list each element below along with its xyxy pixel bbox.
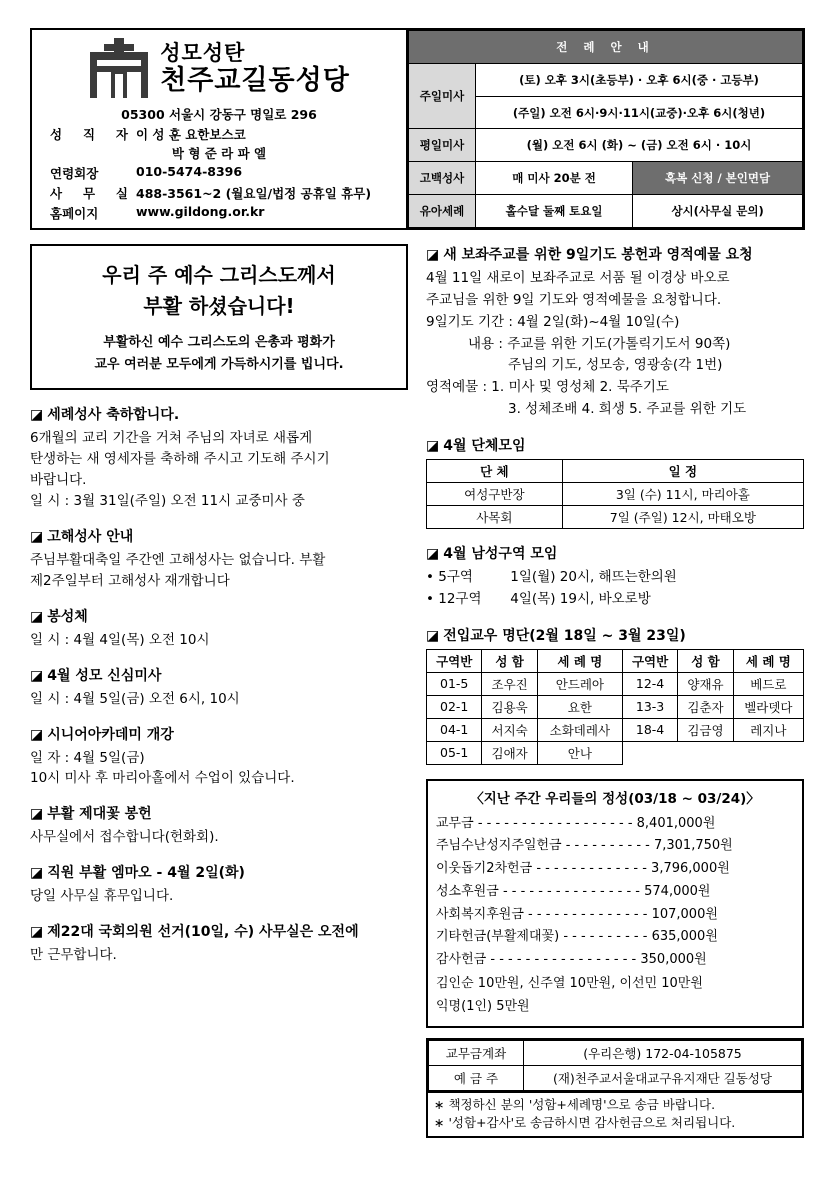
offering-row xyxy=(436,926,794,949)
table-row xyxy=(429,1065,802,1090)
transfer-r1-c4: 김춘자 xyxy=(678,695,733,718)
transfer-header-1: 성 함 xyxy=(482,649,537,672)
offering-label-3: 성소후원금 xyxy=(436,883,499,899)
council-row xyxy=(38,164,400,182)
offering-dots-5: - - - - - - - - - - xyxy=(563,929,648,945)
account-label-2: 예 금 주 xyxy=(429,1065,524,1090)
council-value: 010-5474-8396 xyxy=(136,164,243,179)
office-value: 488-3561~2 (월요일/법정 공휴일 휴무) xyxy=(136,186,372,201)
table-row xyxy=(429,1040,802,1065)
group-row-0-sched: 3일 (수) 11시, 마리아홀 xyxy=(562,483,803,506)
notice-staff-emmaus-title xyxy=(30,862,408,882)
easter-sub2: 교우 여러분 모두에게 가득하시기를 빕니다. xyxy=(94,357,344,373)
april-group-meetings xyxy=(426,435,804,529)
church-name xyxy=(160,42,350,96)
header xyxy=(30,28,805,230)
sunday-mass-label: 주일미사 xyxy=(409,63,476,129)
offering-dots-0: - - - - - - - - - - - - - - - - - - xyxy=(477,815,633,831)
weekday-mass-value: (월) 오전 6시 (화) ~ (금) 오전 6시 · 10시 xyxy=(476,129,803,162)
notice-marian-mass-title-text: 4월 성모 신심미사 xyxy=(47,667,162,684)
table-row xyxy=(427,695,804,718)
weekly-offering-box xyxy=(426,779,804,1028)
notice-communion-title-text: 봉성체 xyxy=(47,608,88,625)
transfer-r2-c4: 김금영 xyxy=(678,718,733,741)
notice-baptism-l3: 바랍니다. xyxy=(30,472,87,489)
notice-baptism-title-text: 세례성사 축하합니다. xyxy=(47,407,180,424)
bullet-square-icon: ◪ xyxy=(426,438,440,455)
transfer-r3-c1: 김애자 xyxy=(482,741,537,764)
table-row xyxy=(427,483,804,506)
homepage-row[interactable] xyxy=(38,204,400,222)
schedule-title: 전 례 안 내 xyxy=(409,31,803,64)
group-row-0-name: 여성구반장 xyxy=(427,483,563,506)
notice-confession-title xyxy=(30,526,408,546)
notice-election-l1: 만 근무합니다. xyxy=(30,947,117,964)
notice-communion-l1: 일 시 : 4월 4일(목) 오전 10시 xyxy=(30,631,210,648)
bullet-square-icon: ◪ xyxy=(426,247,440,263)
transfer-header-4: 성 함 xyxy=(678,649,733,672)
notice-bishop-prayer-title-text: 새 보좌주교를 위한 9일기도 봉헌과 영적예물 요청 xyxy=(443,247,753,263)
notice-bishop-prayer xyxy=(426,244,804,421)
offering-row xyxy=(436,904,794,927)
bullet-square-icon: ◪ xyxy=(30,726,44,743)
notice-senior-academy-l1: 일 자 : 4월 5일(금) xyxy=(30,749,145,766)
table-row xyxy=(427,718,804,741)
offering-label-5: 기타헌금(부활제대꽃) xyxy=(436,929,560,945)
offering-amount-3: 574,000원 xyxy=(644,883,711,899)
logo-row xyxy=(38,38,400,100)
notice-election xyxy=(30,921,408,966)
offering-label-6: 감사헌금 xyxy=(436,952,487,968)
notice-confession-l1: 주님부활대축일 주간엔 고해성사는 없습니다. 부활 xyxy=(30,551,326,568)
notice-marian-mass-l1: 일 시 : 4월 5일(금) 오전 6시, 10시 xyxy=(30,690,240,707)
offering-donors-2: 익명(1인) 5만원 xyxy=(436,998,530,1014)
offering-row xyxy=(436,858,794,881)
notice-confession-l2: 제2주일부터 고해성사 재개합니다 xyxy=(30,572,230,589)
transfer-title xyxy=(426,625,804,645)
notice-election-title xyxy=(30,921,408,941)
notice-staff-emmaus-title-text: 직원 부활 엠마오 - 4월 2일(화) xyxy=(47,865,245,882)
notice-confession xyxy=(30,526,408,592)
confession-value: 매 미사 20분 전 xyxy=(476,162,633,195)
offering-dots-2: - - - - - - - - - - - - - xyxy=(536,861,647,877)
men-row-1 xyxy=(426,589,804,611)
notice-easter-flowers-l1: 사무실에서 접수합니다(헌화회). xyxy=(30,829,219,846)
offering-amount-1: 7,301,750원 xyxy=(653,838,733,854)
bullet-square-icon: ◪ xyxy=(30,667,44,684)
transfer-r1-c2: 요한 xyxy=(537,695,622,718)
clergy-row-1 xyxy=(38,125,400,143)
notice-bishop-prayer-title xyxy=(426,244,804,264)
bullet-square-icon: ◪ xyxy=(426,546,440,563)
group-col-header-1: 일 정 xyxy=(562,460,803,483)
offering-amount-2: 3,796,000원 xyxy=(651,861,730,877)
clergy-label-1: 성 직 자 xyxy=(50,127,128,142)
weekday-mass-label: 평일미사 xyxy=(409,129,476,162)
account-box xyxy=(426,1038,804,1093)
april-men-meetings xyxy=(426,543,804,611)
transfer-header-5: 세 례 명 xyxy=(733,649,803,672)
baptism-extra: 상시(사무실 문의) xyxy=(633,195,803,228)
liturgy-schedule-table xyxy=(408,30,803,228)
church-name-line1: 성모성탄 xyxy=(160,40,246,65)
transfer-header-0: 구역반 xyxy=(427,649,482,672)
left-column xyxy=(30,232,408,1138)
bishop-prayer-l1: 4월 11일 새로이 보좌주교로 서품 될 이경상 바오로 xyxy=(426,270,730,286)
notice-communion xyxy=(30,606,408,651)
april-group-table xyxy=(426,459,804,529)
office-label: 사 무 실 xyxy=(50,186,128,201)
body-columns xyxy=(30,232,805,1138)
easter-line2: 부활 하셨습니다! xyxy=(143,294,295,318)
offering-amount-5: 635,000원 xyxy=(651,929,718,945)
notice-baptism-title xyxy=(30,404,408,424)
notice-baptism-l1: 6개월의 교리 기간을 거쳐 주님의 자녀로 새롭게 xyxy=(30,430,313,447)
account-table xyxy=(428,1040,802,1091)
account-note-2: ∗ '성함+감사'로 송금하시면 감사헌금으로 처리됩니다. xyxy=(434,1115,736,1131)
notice-communion-title xyxy=(30,606,408,626)
account-value-1: (우리은행) 172-04-105875 xyxy=(524,1040,802,1065)
offering-label-0: 교무금 xyxy=(436,815,474,831)
transfer-r0-c5: 베드로 xyxy=(733,672,803,695)
liturgy-schedule-box xyxy=(408,28,805,230)
transfer-r0-c0: 01-5 xyxy=(427,672,482,695)
clergy-value-1: 이 성 훈 요한보스코 xyxy=(136,127,246,142)
confession-label: 고백성사 xyxy=(409,162,476,195)
bishop-prayer-l2: 주교님을 위한 9일 기도와 영적예물을 요청합니다. xyxy=(426,291,722,308)
notice-senior-academy xyxy=(30,724,408,790)
transfer-r2-c3: 18-4 xyxy=(622,718,677,741)
offering-dots-4: - - - - - - - - - - - - - - xyxy=(528,906,648,922)
transfer-r1-c5: 벨라뎃다 xyxy=(733,695,803,718)
offering-row xyxy=(436,835,794,858)
offering-amount-6: 350,000원 xyxy=(640,952,707,968)
transfer-r2-c1: 서지숙 xyxy=(482,718,537,741)
bishop-prayer-l3: 9일기도 기간 : 4월 2일(화)~4월 10일(수) xyxy=(426,313,680,330)
notice-easter-flowers-title-text: 부활 제대꽃 봉헌 xyxy=(47,806,152,823)
account-notes xyxy=(426,1093,804,1139)
table-row xyxy=(427,741,804,764)
right-column xyxy=(426,232,804,1138)
bullet-square-icon: ◪ xyxy=(426,627,440,644)
transfer-r0-c2: 안드레아 xyxy=(537,672,622,695)
offering-label-2: 이웃돕기2차헌금 xyxy=(436,861,533,877)
bullet-square-icon: ◪ xyxy=(30,608,44,625)
office-row xyxy=(38,184,400,202)
confession-extra: 혹복 신청 / 본인면담 xyxy=(633,162,803,195)
offering-dots-3: - - - - - - - - - - - - - - - - xyxy=(502,883,640,899)
baptism-value: 홀수달 둘째 토요일 xyxy=(476,195,633,228)
transfer-r3-c2: 안나 xyxy=(537,741,622,764)
transfer-table xyxy=(426,649,804,765)
account-label-1: 교무금계좌 xyxy=(429,1040,524,1065)
notice-staff-emmaus-l1: 당일 사무실 휴무입니다. xyxy=(30,888,174,905)
bullet-square-icon: ◪ xyxy=(30,528,44,545)
offering-label-1: 주님수난성지주일헌금 xyxy=(436,838,562,854)
notice-senior-academy-title xyxy=(30,724,408,744)
group-row-1-name: 사목회 xyxy=(427,506,563,529)
table-row xyxy=(427,506,804,529)
transfer-r2-c5: 레지나 xyxy=(733,718,803,741)
offering-row xyxy=(436,813,794,836)
notice-staff-emmaus xyxy=(30,862,408,907)
offering-donors-1: 김인순 10만원, 신주열 10만원, 이선민 10만원 xyxy=(436,975,703,991)
group-col-header-0: 단 체 xyxy=(427,460,563,483)
offering-dots-1: - - - - - - - - - - xyxy=(565,838,650,854)
transfer-title-text: 전입교우 명단(2월 18일 ~ 3월 23일) xyxy=(443,627,686,644)
transfer-header-3: 구역반 xyxy=(622,649,677,672)
notice-senior-academy-l2: 10시 미사 후 마리아홀에서 수업이 있습니다. xyxy=(30,770,295,787)
offering-amount-0: 8,401,000원 xyxy=(636,815,716,831)
transfer-header-2: 세 례 명 xyxy=(537,649,622,672)
notice-marian-mass xyxy=(30,665,408,710)
bullet-square-icon: ◪ xyxy=(30,806,44,823)
table-row xyxy=(427,672,804,695)
notice-easter-flowers-title xyxy=(30,803,408,823)
men-row-0-value: 1일(월) 20시, 해뜨는한의원 xyxy=(510,569,677,586)
men-row-0 xyxy=(426,567,804,589)
offering-label-4: 사회복지후원금 xyxy=(436,906,524,922)
men-row-1-label: • 12구역 xyxy=(426,590,482,607)
notice-marian-mass-title xyxy=(30,665,408,685)
bishop-prayer-gift2: 3. 성체조배 4. 희생 5. 주교를 위한 기도 xyxy=(508,401,747,418)
april-men-title xyxy=(426,543,804,563)
bullet-square-icon: ◪ xyxy=(30,407,44,424)
easter-greeting-box xyxy=(30,244,408,390)
church-name-line2: 천주교길동성당 xyxy=(160,65,350,97)
transfer-members xyxy=(426,625,804,765)
church-address: 05300 서울시 강동구 명일로 296 xyxy=(121,107,317,122)
notice-easter-flowers xyxy=(30,803,408,848)
bishop-prayer-gift1: 영적예물 : 1. 미사 및 영성체 2. 묵주기도 xyxy=(426,379,669,396)
notice-election-title-text: 제22대 국회의원 선거(10일, 수) 사무실은 오전에 xyxy=(47,924,359,941)
account-value-2: (재)천주교서울대교구유지재단 길동성당 xyxy=(524,1065,802,1090)
offering-row xyxy=(436,949,794,972)
offering-row xyxy=(436,881,794,904)
bullet-square-icon: ◪ xyxy=(30,924,44,941)
transfer-r3-c0: 05-1 xyxy=(427,741,482,764)
cross-logo-icon xyxy=(88,38,150,100)
council-label: 연령회장 xyxy=(50,166,99,181)
notice-baptism-l2: 탄생하는 새 영세자를 축하해 주시고 기도해 주시기 xyxy=(30,451,330,468)
account-note-1: ∗ 책정하신 분의 '성함+세례명'으로 송금 바랍니다. xyxy=(434,1096,716,1112)
offering-title: 〈지난 주간 우리들의 정성(03/18 ~ 03/24)〉 xyxy=(470,790,760,807)
clergy-value-2: 박 형 준 라 파 엘 xyxy=(171,146,267,161)
transfer-r1-c0: 02-1 xyxy=(427,695,482,718)
transfer-r1-c3: 13-3 xyxy=(622,695,677,718)
homepage-label: 홈페이지 xyxy=(50,206,99,221)
offering-dots-6: - - - - - - - - - - - - - - - - - xyxy=(490,952,637,968)
group-row-1-sched: 7일 (주일) 12시, 마태오방 xyxy=(562,506,803,529)
april-men-title-text: 4월 남성구역 모임 xyxy=(443,546,558,563)
transfer-r0-c4: 양재유 xyxy=(678,672,733,695)
april-group-title xyxy=(426,435,804,455)
bishop-prayer-content1: 내용 : 주교를 위한 기도(가톨릭기도서 90쪽) xyxy=(468,335,731,352)
notice-senior-academy-title-text: 시니어아카데미 개강 xyxy=(47,726,174,743)
transfer-r0-c1: 조우진 xyxy=(482,672,537,695)
transfer-r2-c0: 04-1 xyxy=(427,718,482,741)
bullet-square-icon: ◪ xyxy=(30,865,44,882)
easter-sub1: 부활하신 예수 그리스도의 은총과 평화가 xyxy=(103,335,335,350)
men-row-1-value: 4일(목) 19시, 바오로방 xyxy=(510,590,651,607)
baptism-label: 유아세례 xyxy=(409,195,476,228)
transfer-r2-c2: 소화데레사 xyxy=(537,718,622,741)
april-group-title-text: 4월 단체모임 xyxy=(443,438,526,455)
sunday-mass-value-2: (주일) 오전 6시·9시·11시(교중)·오후 6시(청년) xyxy=(476,96,803,129)
notice-confession-title-text: 고해성사 안내 xyxy=(47,528,134,545)
transfer-r0-c3: 12-4 xyxy=(622,672,677,695)
bishop-prayer-content2: 주님의 기도, 성모송, 영광송(각 1번) xyxy=(508,357,723,374)
men-row-0-label: • 5구역 xyxy=(426,569,473,586)
transfer-r1-c1: 김용욱 xyxy=(482,695,537,718)
notice-baptism xyxy=(30,404,408,512)
homepage-value[interactable]: www.gildong.or.kr xyxy=(136,204,265,219)
sunday-mass-value-1: (토) 오후 3시(초등부) · 오후 6시(중 · 고등부) xyxy=(476,63,803,96)
easter-line1: 우리 주 예수 그리스도께서 xyxy=(102,263,336,287)
church-info-box xyxy=(30,28,408,230)
notice-baptism-l4: 일 시 : 3월 31일(주일) 오전 11시 교중미사 중 xyxy=(30,492,305,509)
offering-amount-4: 107,000원 xyxy=(651,906,718,922)
